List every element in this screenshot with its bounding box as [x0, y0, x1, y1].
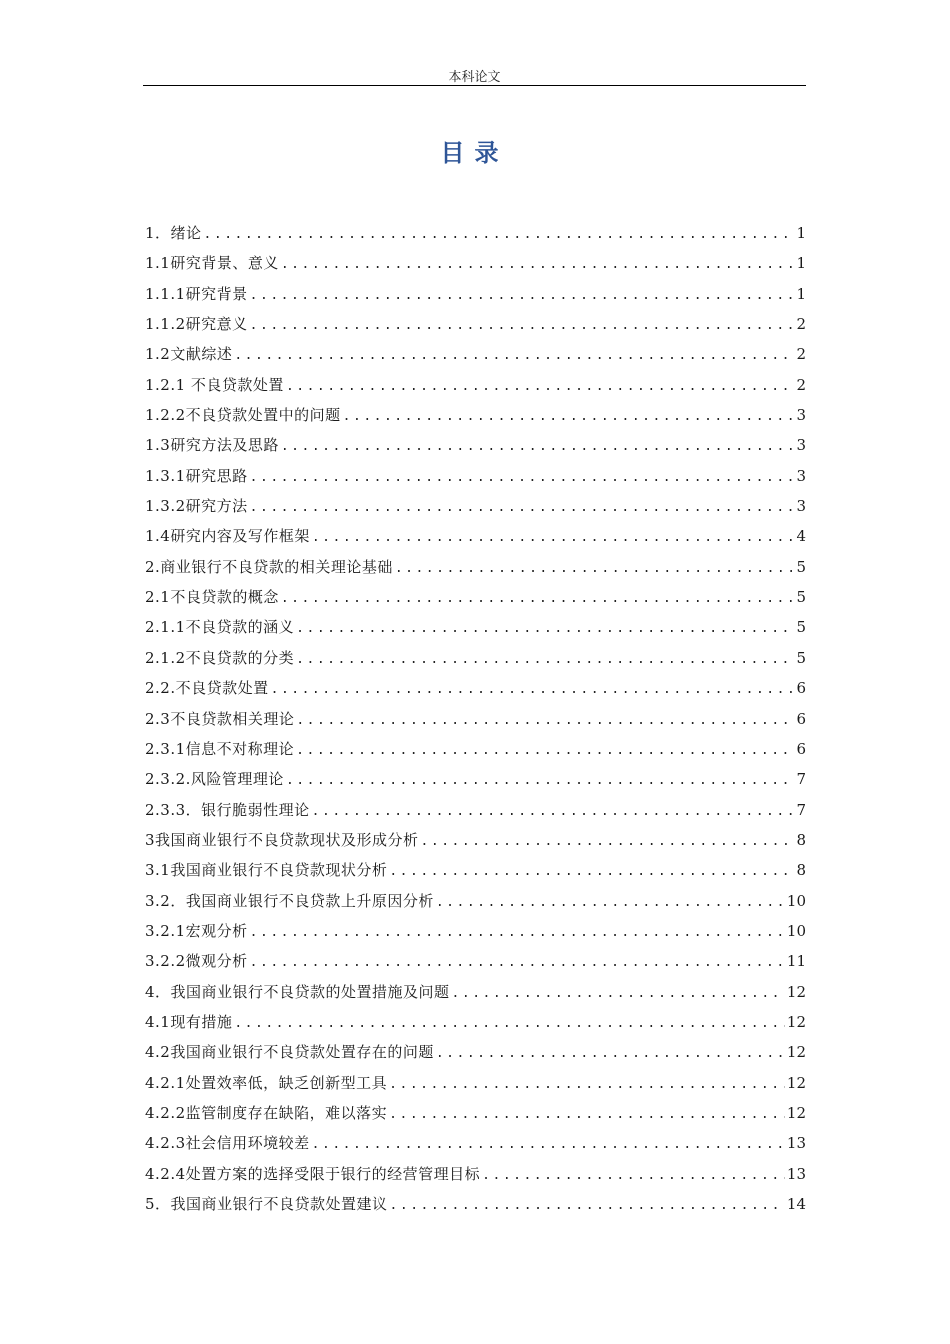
- toc-entry-page-number: 5: [796, 557, 806, 576]
- toc-entry-label: 5．我国商业银行不良贷款处置建议: [145, 1195, 388, 1213]
- toc-entry-label: 3.2.1宏观分析: [145, 921, 248, 940]
- toc-entry-page-number: 12: [786, 1012, 806, 1031]
- toc-dot-leader: [250, 311, 794, 341]
- toc-dot-leader: [390, 1191, 785, 1221]
- toc-dot-leader: [286, 766, 794, 796]
- toc-dot-leader: [234, 341, 794, 371]
- toc-entry-label: 3.2．我国商业银行不良贷款上升原因分析: [145, 891, 434, 910]
- toc-entry-label: 4.2.4处置方案的选择受限于银行的经营管理目标: [145, 1164, 481, 1183]
- toc-entry[interactable]: [145, 461, 806, 491]
- toc-entry-label: 4.1现有措施: [145, 1012, 233, 1031]
- toc-dot-leader: [343, 402, 794, 432]
- toc-entry-label: 4.2.3社会信用环境较差: [145, 1134, 310, 1153]
- toc-entry[interactable]: [145, 764, 806, 794]
- toc-dot-leader: [296, 645, 794, 675]
- toc-entry-page-number: 12: [786, 1073, 806, 1092]
- toc-entry[interactable]: [145, 339, 806, 369]
- toc-dot-leader: [250, 281, 794, 311]
- toc-entry[interactable]: [145, 248, 806, 278]
- toc-entry[interactable]: [145, 1068, 806, 1098]
- header-divider: [143, 85, 806, 86]
- toc-entry[interactable]: [145, 491, 806, 521]
- toc-entry-label: 2.3.2.风险管理理论: [145, 770, 284, 789]
- toc-dot-leader: [436, 1039, 785, 1069]
- toc-entry-page-number: 12: [786, 1043, 806, 1062]
- toc-entry-label: 2.商业银行不良贷款的相关理论基础: [145, 557, 393, 576]
- toc-entry-label: 4.2.2监管制度存在缺陷，难以落实: [145, 1103, 388, 1122]
- toc-entry-label: 1．绪论: [145, 224, 202, 242]
- toc-entry[interactable]: [145, 218, 806, 248]
- toc-entry[interactable]: [145, 582, 806, 612]
- toc-entry-label: 2.1.2不良贷款的分类: [145, 648, 295, 667]
- toc-dot-leader: [296, 614, 794, 644]
- toc-entry-page-number: 7: [796, 770, 806, 789]
- toc-entry-label: 1.3研究方法及思路: [145, 436, 279, 455]
- toc-entry-page-number: 1: [796, 254, 806, 273]
- toc-dot-leader: [250, 918, 785, 948]
- toc-entry-label: 1.2.2不良贷款处置中的问题: [145, 406, 341, 425]
- running-header: 本科论文: [448, 70, 501, 85]
- toc-entry-page-number: 13: [786, 1164, 806, 1183]
- toc-entry[interactable]: [145, 916, 806, 946]
- toc-entry[interactable]: [145, 279, 806, 309]
- toc-entry[interactable]: [145, 612, 806, 642]
- toc-dot-leader: [389, 1070, 785, 1100]
- toc-entry-page-number: 5: [796, 648, 806, 667]
- toc-entry-label: 3.1我国商业银行不良贷款现状分析: [145, 861, 388, 880]
- toc-entry[interactable]: [145, 430, 806, 460]
- toc-entry[interactable]: [145, 1098, 806, 1128]
- toc-entry-page-number: 12: [786, 1103, 806, 1122]
- toc-entry-label: 2.1.1不良贷款的涵义: [145, 618, 295, 637]
- toc-dot-leader: [250, 463, 794, 493]
- toc-entry[interactable]: [145, 370, 806, 400]
- toc-dot-leader: [312, 1130, 785, 1160]
- toc-dot-leader: [204, 220, 794, 250]
- toc-entry[interactable]: [145, 309, 806, 339]
- toc-entry-page-number: 6: [796, 709, 806, 728]
- toc-title: 目录: [440, 139, 509, 167]
- toc-entry-page-number: 2: [796, 315, 806, 334]
- toc-entry-label: 2.1不良贷款的概念: [145, 588, 279, 607]
- toc-dot-leader: [281, 250, 794, 280]
- toc-dot-leader: [271, 675, 794, 705]
- toc-entry-page-number: 10: [786, 921, 806, 940]
- toc-entry[interactable]: [145, 977, 806, 1007]
- toc-entry-label: 1.4研究内容及写作框架: [145, 527, 310, 546]
- toc-entry[interactable]: [145, 795, 806, 825]
- toc-entry-label: 4.2我国商业银行不良贷款处置存在的问题: [145, 1043, 434, 1062]
- toc-entry-label: 2.3.1信息不对称理论: [145, 739, 295, 758]
- toc-entry-page-number: 6: [796, 679, 806, 698]
- toc-entry[interactable]: [145, 673, 806, 703]
- toc-entry-page-number: 2: [796, 375, 806, 394]
- toc-entry-label: 3我国商业银行不良贷款现状及形成分析: [145, 830, 419, 849]
- toc-entry[interactable]: [145, 946, 806, 976]
- toc-entry[interactable]: [145, 1037, 806, 1067]
- toc-entry-page-number: 12: [786, 982, 806, 1001]
- toc-entry-label: 1.3.2研究方法: [145, 497, 248, 516]
- toc-entry-label: 1.2.1 不良贷款处置: [145, 375, 284, 394]
- toc-dot-leader: [281, 432, 794, 462]
- toc-entry-page-number: 8: [796, 830, 806, 849]
- toc-dot-leader: [250, 493, 794, 523]
- toc-entry-label: 1.2文献综述: [145, 345, 233, 364]
- toc-entry-label: 4．我国商业银行不良贷款的处置措施及问题: [145, 982, 450, 1001]
- toc-entry[interactable]: [145, 886, 806, 916]
- toc-entry-page-number: 13: [786, 1134, 806, 1153]
- toc-entry-label: 3.2.2微观分析: [145, 952, 248, 971]
- toc-entry-page-number: 4: [796, 527, 806, 546]
- toc-entry-label: 1.1.2研究意义: [145, 315, 248, 334]
- toc-dot-leader: [296, 706, 794, 736]
- toc-entry-page-number: 3: [796, 466, 806, 485]
- toc-entry-label: 4.2.1处置效率低，缺乏创新型工具: [145, 1073, 388, 1092]
- toc-entry[interactable]: [145, 1007, 806, 1037]
- toc-entry-label: 1.1.1研究背景: [145, 284, 248, 303]
- toc-entry[interactable]: [145, 825, 806, 855]
- toc-entry-page-number: 14: [786, 1195, 806, 1213]
- toc-dot-leader: [389, 1100, 785, 1130]
- toc-entry-label: 2.3.3．银行脆弱性理论: [145, 800, 310, 819]
- toc-dot-leader: [395, 554, 794, 584]
- toc-entry[interactable]: [145, 1159, 806, 1189]
- toc-entry[interactable]: [145, 643, 806, 673]
- toc-entry-page-number: 3: [796, 406, 806, 425]
- toc-entry-label: 1.1研究背景、意义: [145, 254, 279, 273]
- toc-entry-label: 1.3.1研究思路: [145, 466, 248, 485]
- toc-entry[interactable]: [145, 734, 806, 764]
- toc-entry[interactable]: [145, 704, 806, 734]
- toc-entry[interactable]: [145, 1128, 806, 1158]
- toc-entry[interactable]: [145, 855, 806, 885]
- toc-entry-label: 2.3不良贷款相关理论: [145, 709, 295, 728]
- toc-dot-leader: [281, 584, 794, 614]
- toc-entry-page-number: 1: [796, 224, 806, 242]
- toc-entry-page-number: 5: [796, 588, 806, 607]
- toc-entry-page-number: 2: [796, 345, 806, 364]
- toc-entry-page-number: 11: [786, 952, 806, 971]
- table-of-contents: [145, 218, 806, 1219]
- toc-dot-leader: [234, 1009, 785, 1039]
- toc-dot-leader: [296, 736, 794, 766]
- toc-entry-page-number: 7: [796, 800, 806, 819]
- toc-dot-leader: [389, 857, 794, 887]
- toc-entry-page-number: 3: [796, 436, 806, 455]
- toc-dot-leader: [482, 1161, 785, 1191]
- toc-entry-label: 2.2.不良贷款处置: [145, 679, 269, 698]
- toc-entry-page-number: 5: [796, 618, 806, 637]
- toc-dot-leader: [421, 827, 794, 857]
- toc-entry-page-number: 1: [796, 284, 806, 303]
- toc-entry-page-number: 10: [786, 891, 806, 910]
- toc-dot-leader: [312, 523, 794, 553]
- toc-entry[interactable]: [145, 552, 806, 582]
- toc-entry-page-number: 3: [796, 497, 806, 516]
- toc-dot-leader: [436, 888, 785, 918]
- toc-dot-leader: [250, 948, 785, 978]
- toc-entry[interactable]: [145, 400, 806, 430]
- toc-entry-page-number: 8: [796, 861, 806, 880]
- toc-entry[interactable]: [145, 1189, 806, 1219]
- toc-entry[interactable]: [145, 521, 806, 551]
- toc-dot-leader: [312, 797, 794, 827]
- toc-dot-leader: [452, 979, 785, 1009]
- toc-entry-page-number: 6: [796, 739, 806, 758]
- toc-dot-leader: [286, 372, 794, 402]
